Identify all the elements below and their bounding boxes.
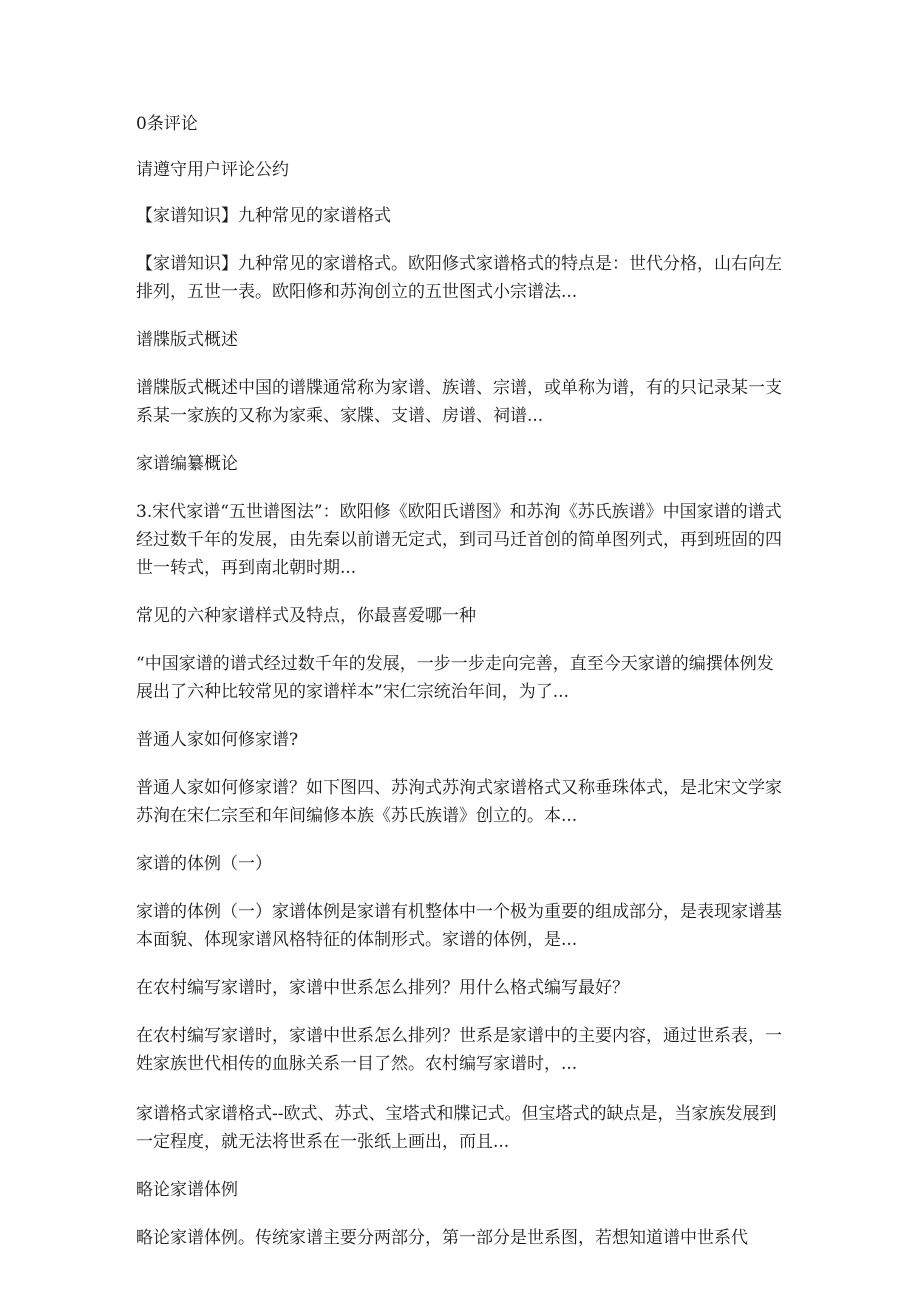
article-item (136, 604, 786, 706)
article-summary: “中国家谱的谱式经过数千年的发展，一步一步走向完善，直至今天家谱的编撰体例发展出了六种比较常见的家谱样本”宋仁宗统治年间，为了... (136, 654, 774, 702)
article-item (136, 1100, 786, 1156)
article-summary: 略论家谱体例。传统家谱主要分两部分，第一部分是世系图，若想知道谱中世系代 (136, 1228, 748, 1248)
article-title[interactable]: 在农村编写家谱时，家谱中世系怎么排列？用什么格式编写最好？ (136, 978, 629, 998)
article-item (136, 452, 786, 582)
article-summary: 在农村编写家谱时，家谱中世系怎么排列？世系是家谱中的主要内容，通过世系表，一姓家族世代相传的血脉关系一目了然。农村编写家谱时，... (136, 1026, 782, 1074)
article-summary: 谱牒版式概述中国的谱牒通常称为家谱、族谱、宗谱，或单称为谱，有的只记录某一支系某一家族的又称为家乘、家牒、支谱、房谱、祠谱... (136, 378, 782, 426)
article-item (136, 328, 786, 430)
article-item (136, 852, 786, 954)
article-summary: 家谱的体例（一）家谱体例是家谱有机整体中一个极为重要的组成部分，是表现家谱基本面貌、体现家谱风格特征的体制形式。家谱的体例，是... (136, 902, 782, 950)
article-title[interactable]: 家谱的体例（一） (136, 854, 272, 874)
article-summary: 家谱格式家谱格式--欧式、苏式、宝塔式和牒记式。但宝塔式的缺点是，当家族发展到一定程度，就无法将世系在一张纸上画出，而且... (136, 1104, 777, 1152)
document-page (136, 112, 786, 1274)
article-title[interactable]: 常见的六种家谱样式及特点，你最喜爱哪一种 (136, 606, 476, 626)
article-title[interactable]: 略论家谱体例 (136, 1180, 238, 1200)
article-summary: 普通人家如何修家谱？如下图四、苏洵式苏洵式家谱格式又称垂珠体式，是北宋文学家苏洵在宋仁宗至和年间编修本族《苏氏族谱》创立的。本... (136, 778, 782, 826)
article-title[interactable]: 【家谱知识】九种常见的家谱格式 (136, 206, 391, 226)
article-item (136, 728, 786, 830)
article-summary: 【家谱知识】九种常见的家谱格式。欧阳修式家谱格式的特点是：世代分格，山右向左排列，五世一表。欧阳修和苏洵创立的五世图式小宗谱法... (136, 254, 782, 302)
article-item (136, 1178, 786, 1252)
article-title[interactable]: 谱牒版式概述 (136, 330, 238, 350)
article-summary: 3.宋代家谱“五世谱图法”：欧阳修《欧阳氏谱图》和苏洵《苏氏族谱》中国家谱的谱式经过数千年的发展，由先秦以前谱无定式，到司马迁首创的简单图列式，再到班固的四世一转式，再到南北朝时期... (136, 502, 782, 578)
article-item (136, 204, 786, 306)
article-item (136, 976, 786, 1078)
comment-pledge-link[interactable]: 请遵守用户评论公约 (136, 160, 289, 180)
article-title[interactable]: 家谱编纂概论 (136, 454, 238, 474)
comment-count: 0条评论 (136, 114, 198, 134)
article-title[interactable]: 普通人家如何修家谱? (136, 730, 299, 750)
